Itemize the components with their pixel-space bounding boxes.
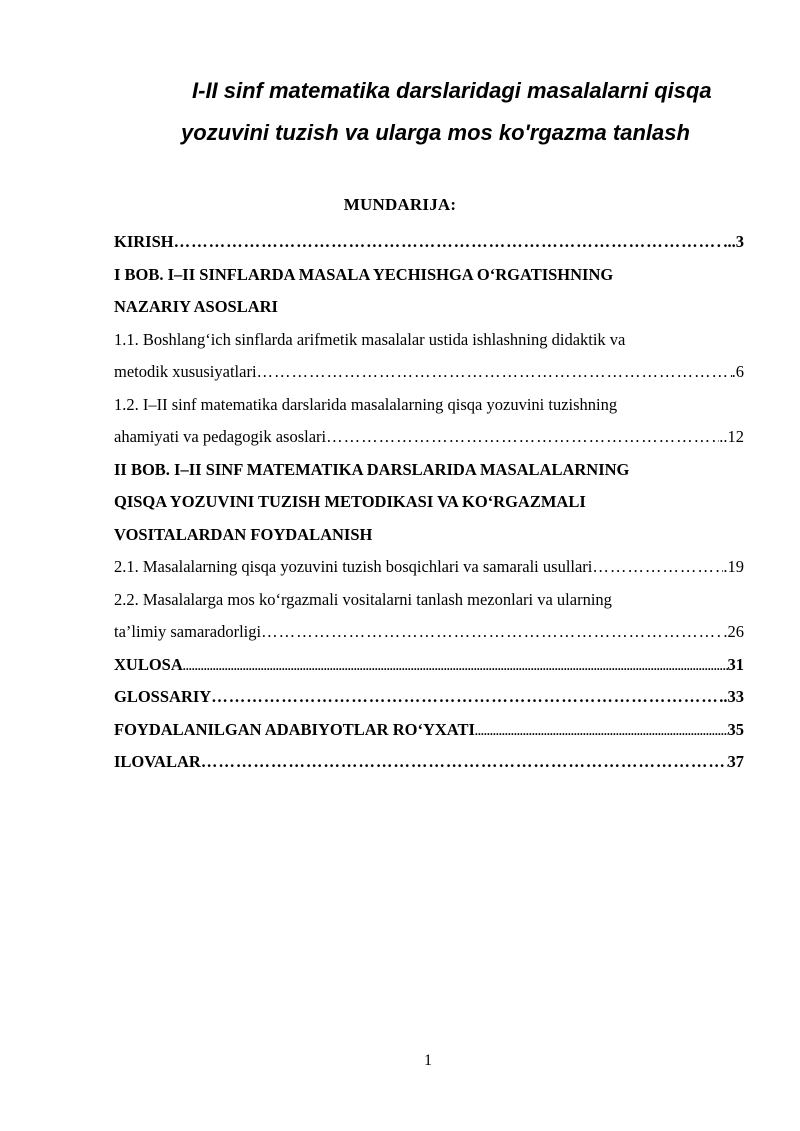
document-title-line-2: yozuvini tuzish va ularga mos ko'rgazma tanlash xyxy=(181,120,690,145)
toc-heading: MUNDARIJA: xyxy=(343,195,457,214)
toc-entry-page: .26 xyxy=(723,622,744,641)
toc-leader-dots xyxy=(261,616,723,649)
document-title-line-1: I-II sinf matematika darslaridagi masalalarni qisqa xyxy=(192,78,712,103)
toc-entry-label: GLOSSARIY xyxy=(114,687,212,706)
toc-leader-dots xyxy=(211,681,719,714)
toc-section-1-1[interactable] xyxy=(114,356,744,389)
toc-leader-dots xyxy=(257,356,732,389)
toc-entry-page: ...3 xyxy=(723,232,744,251)
toc-entry-page: ..12 xyxy=(719,427,744,446)
toc-section-2-2-line-1[interactable]: 2.2. Masalalarga mos ko‘rgazmali vositalarni tanlash mezonlari va ularning xyxy=(114,589,612,609)
toc-entry-label: ta’limiy samaradorligi xyxy=(114,622,262,641)
toc-entry-page: 37 xyxy=(727,752,744,771)
toc-chapter-2-line-1[interactable]: II BOB. I–II SINF MATEMATIKA DARSLARIDA MASALALARNING xyxy=(114,459,630,479)
toc-entry-label: FOYDALANILGAN ADABIYOTLAR RO‘YXATI xyxy=(114,719,475,739)
toc-entry-page: .6 xyxy=(731,362,744,381)
toc-entry-label: ILOVALAR xyxy=(114,752,201,771)
table-of-contents xyxy=(114,226,744,779)
toc-entry-xulosa[interactable] xyxy=(114,649,744,682)
toc-section-2-1[interactable] xyxy=(114,551,744,584)
toc-entry-page: .19 xyxy=(723,557,744,576)
toc-entry-label: ahamiyati va pedagogik asoslari xyxy=(114,427,327,446)
toc-chapter-2-line-3[interactable]: VOSITALARDAN FOYDALANISH xyxy=(114,524,373,544)
toc-chapter-1-line-1[interactable]: I BOB. I–II SINFLARDA MASALA YECHISHGA O‘RGATISHNING xyxy=(114,264,614,284)
toc-entry-glossariy[interactable] xyxy=(114,681,744,714)
toc-entry-page: 35 xyxy=(727,719,744,739)
toc-leader-dots xyxy=(592,551,723,584)
toc-entry-label: XULOSA xyxy=(114,654,183,674)
toc-chapter-1-line-2[interactable]: NAZARIY ASOSLARI xyxy=(114,297,278,316)
toc-leader-dots xyxy=(183,650,728,682)
toc-section-1-1-line-1[interactable]: 1.1. Boshlang‘ich sinflarda arifmetik masalalar ustida ishlashning didaktik va xyxy=(114,329,626,349)
toc-section-1-2-line-1[interactable]: 1.2. I–II sinf matematika darslarida masalalarning qisqa yozuvini tuzishning xyxy=(114,394,618,414)
toc-leader-dots xyxy=(201,746,728,779)
toc-entry-page: 31 xyxy=(727,654,744,674)
toc-entry-kirish[interactable] xyxy=(114,226,744,259)
toc-entry-adabiyotlar[interactable] xyxy=(114,714,744,747)
toc-chapter-2-line-2[interactable]: QISQA YOZUVINI TUZISH METODIKASI VA KO‘RGAZMALI xyxy=(114,492,586,511)
toc-section-1-2[interactable] xyxy=(114,421,744,454)
page-number: 1 xyxy=(424,1052,432,1069)
toc-entry-page: ..33 xyxy=(719,687,744,706)
toc-entry-label: metodik xususiyatlari xyxy=(114,362,257,381)
toc-entry-ilovalar[interactable] xyxy=(114,746,744,779)
toc-leader-dots xyxy=(174,226,724,259)
toc-entry-label: 2.1. Masalalarning qisqa yozuvini tuzish bosqichlari va samarali usullari xyxy=(114,557,593,576)
toc-leader-dots xyxy=(326,421,719,454)
toc-entry-label: KIRISH xyxy=(114,232,174,251)
toc-section-2-2[interactable] xyxy=(114,616,744,649)
toc-leader-dots xyxy=(475,715,728,747)
